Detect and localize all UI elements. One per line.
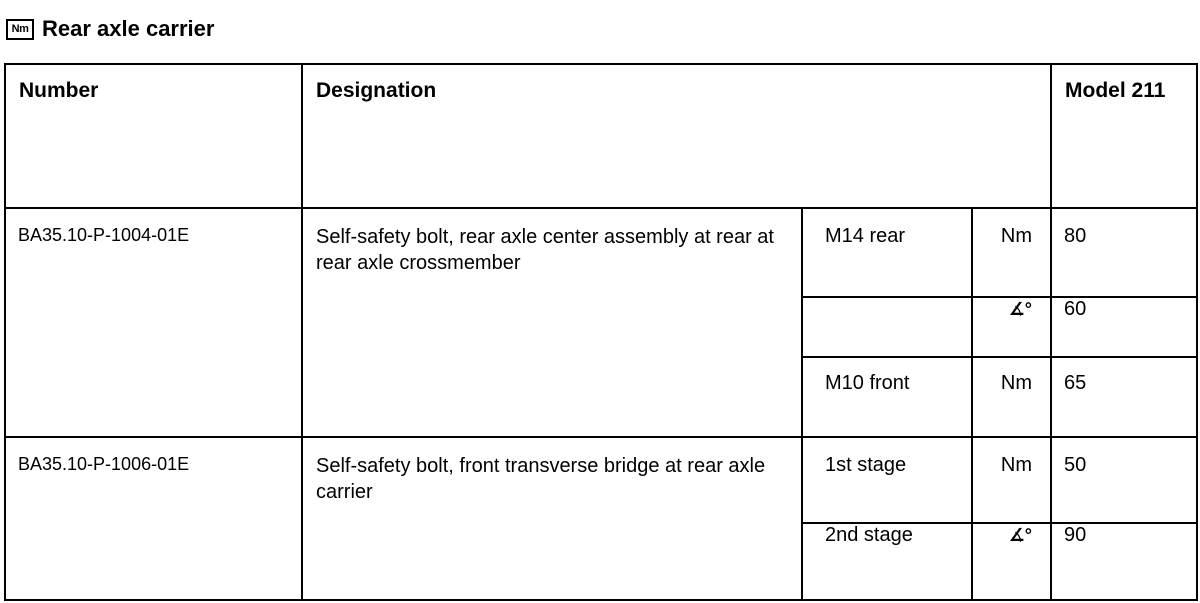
table-row [5,437,1197,523]
torque-value: 65 [1051,357,1197,437]
page-title: Rear axle carrier [42,16,215,41]
bolt-label: M14 rear [802,208,972,297]
torque-value: 60 [1051,297,1197,357]
unit-label [972,523,1051,600]
torque-value: 90 [1051,523,1197,600]
table-header-row [5,64,1197,208]
column-header-number: Number [5,64,302,208]
bolt-label: M10 front [802,357,972,437]
torque-value: 50 [1051,437,1197,523]
designation-cell: Self-safety bolt, rear axle center assembly at rear at rear axle crossmember [302,208,802,437]
angle-icon: ∡° [1008,525,1033,545]
document-number-link[interactable]: BA35.10-P-1004-01E [5,208,302,437]
column-header-model: Model 211 [1051,64,1197,208]
unit-label: Nm [972,437,1051,523]
bolt-label: 2nd stage [802,523,972,600]
torque-value: 80 [1051,208,1197,297]
torque-spec-table [4,63,1198,601]
page-header [6,14,214,44]
unit-label: Nm [972,208,1051,297]
document-number-link[interactable]: BA35.10-P-1006-01E [5,437,302,600]
column-header-designation: Designation [302,64,1051,208]
torque-nm-icon: Nm [6,19,34,40]
bolt-label [802,297,972,357]
unit-label: Nm [972,357,1051,437]
designation-cell: Self-safety bolt, front transverse bridge at rear axle carrier [302,437,802,600]
angle-icon: ∡° [1008,299,1033,319]
unit-label [972,297,1051,357]
bolt-label: 1st stage [802,437,972,523]
table-row [5,208,1197,297]
